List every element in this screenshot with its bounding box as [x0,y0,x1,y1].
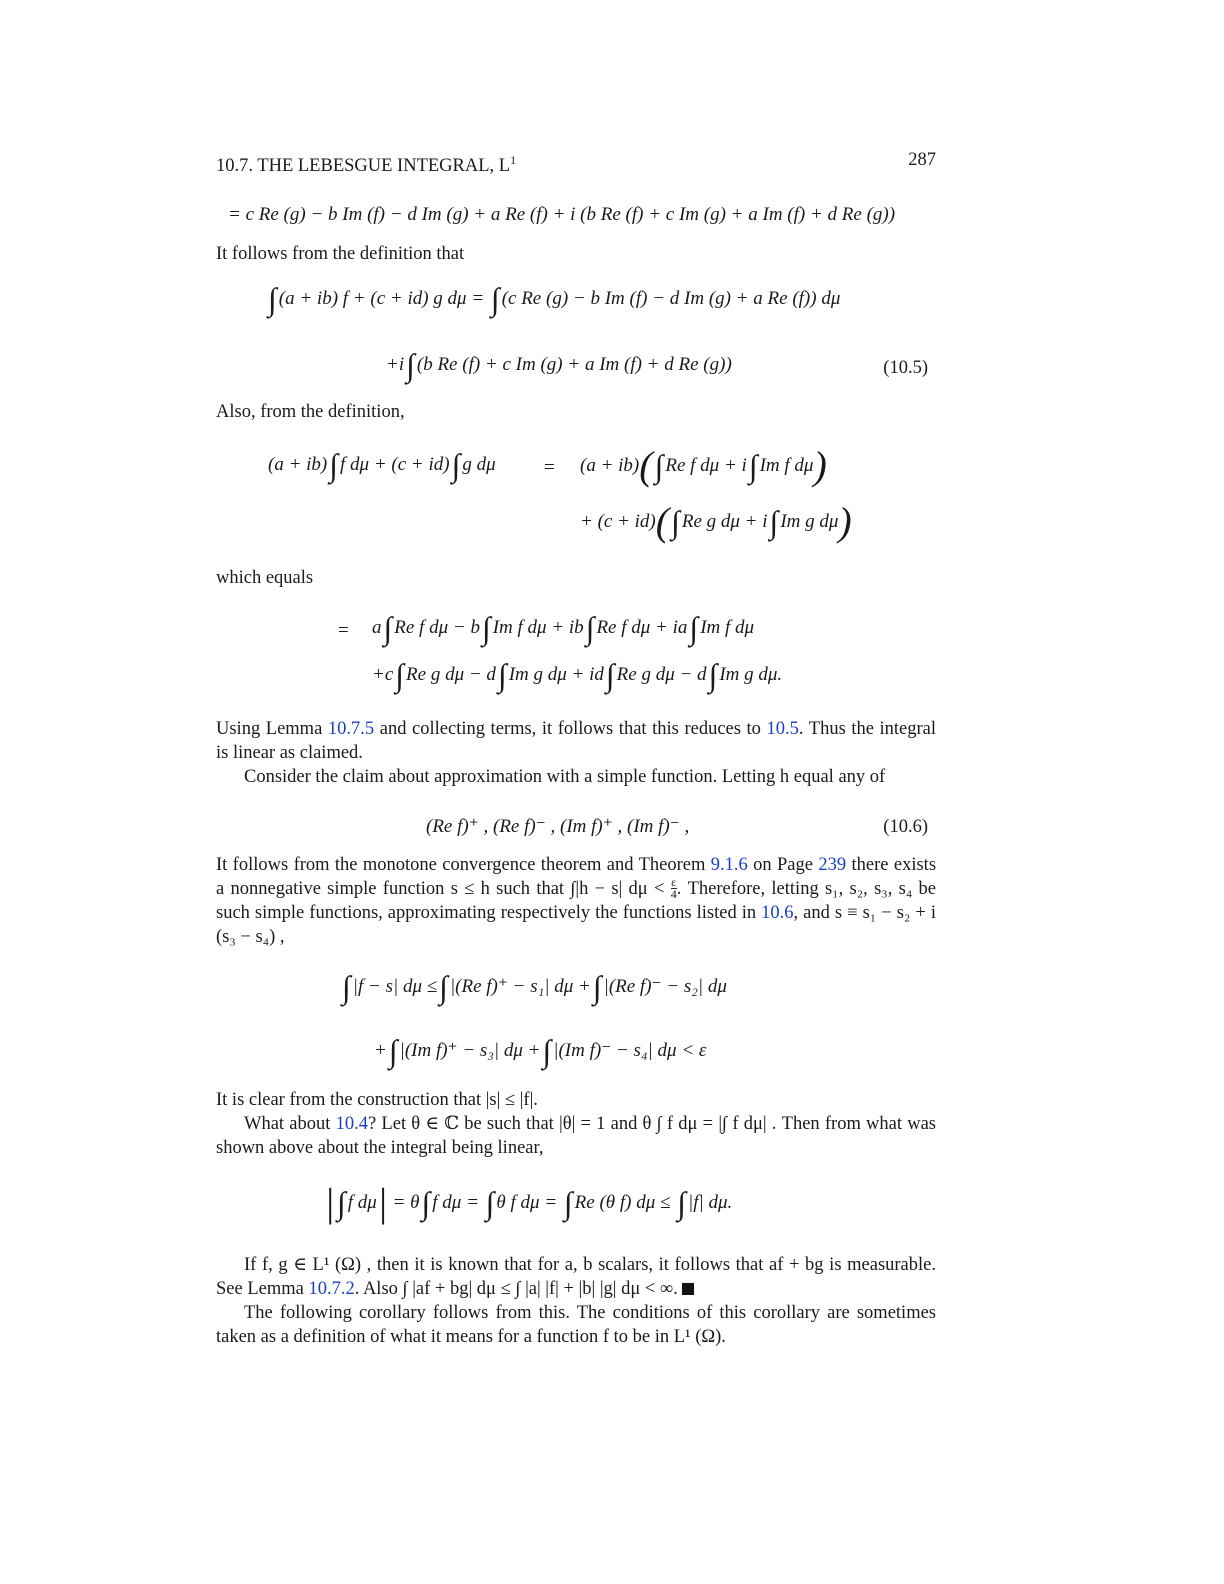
paragraph-9 [216,1253,936,1301]
eq4-r2-t1: Re g dμ − d [406,664,496,685]
frac-den: 4 [670,887,677,901]
equation-link-10-6[interactable]: 10.6 [761,903,794,923]
abs-bar-close: | [376,1180,388,1225]
paragraph-10: The following corollary follows from this. The conditions of this corollary are sometimes taken as a definition of what it means for a function f to be in L¹ (Ω). [216,1303,936,1347]
integral-sign: ∫ [542,1033,552,1069]
eq4-r1-t3: Re f dμ + ia [596,617,688,638]
eq2-body: (b Re (f) + c Im (g) + a Im (f) + d Re (g)) [416,354,732,375]
eq3-r1-a: (a + ib) [580,455,640,476]
integral-sign: ∫ [421,1185,431,1221]
integral-sign: ∫ [342,969,351,1005]
p4-text-c: . Thus the integral is linear as claimed. [216,719,937,763]
paren-close: ) [813,443,827,488]
integral-sign: ∫ [563,1185,573,1221]
integral-sign: ∫ [490,281,500,317]
abs-bar-open: | [324,1180,335,1225]
eq6-r2-t0: + [374,1040,387,1061]
integral-sign: ∫ [748,448,758,484]
p4-text-a: Using Lemma [216,719,323,739]
eq1-lhs: (a + ib) f + (c + id) g dμ = [278,288,485,309]
paragraph-5: Consider the claim about approximation with a simple function. Letting h equal any of [244,767,886,787]
frac-num: ε [671,875,677,889]
integral-sign: ∫ [481,610,491,646]
p8-text-b: ? Let θ ∈ ℂ be such that |θ| = 1 and θ ∫ f dμ = |∫ f dμ| . Then from what was shown above about the integral being linear, [216,1114,937,1158]
eq4-r2-t0: +c [372,664,394,685]
paragraph-4 [216,717,936,765]
eq3-lhs-c: g dμ [462,454,496,475]
eq2-lead: +i [386,354,405,375]
eq3-equals: = [544,457,555,478]
eq3-r2-b: Re g dμ + i [681,511,768,532]
eq3-r1-c: Im f dμ [759,455,814,476]
eq4-r2-t4: Im g dμ. [719,664,783,685]
integral-sign: ∫ [268,281,277,317]
p6-text-c: there exists a nonnegative simple function s ≤ h such that ∫|h − s| dμ < [216,855,937,899]
page-number: 287 [908,150,936,170]
section-title-sup: 1 [510,153,517,167]
eq4-r1-t2: Im f dμ + ib [492,617,584,638]
eq6-r2-t2: |(Im f)⁻ − s₄| dμ < ε [553,1040,707,1061]
equation-4-row-2 [372,659,782,691]
paren-open: ( [639,443,653,488]
eq4-r1-t0: a [372,617,382,638]
theorem-link-9-1-6[interactable]: 9.1.6 [710,855,748,875]
p4-text-b: and collecting terms, it follows that this reduces to [379,719,761,739]
lemma-link-10-7-5[interactable]: 10.7.5 [327,719,375,739]
qed-square-icon [682,1283,694,1295]
integral-sign: ∫ [383,610,393,646]
eq7-t3: θ f dμ = [496,1192,558,1213]
eq4-r1-t1: Re f dμ − b [394,617,480,638]
integral-sign: ∫ [592,969,602,1005]
p6-text-a: It follows from the monotone convergence theorem and Theorem [216,855,706,875]
eq6-r1-t2: |(Re f)⁻ − s₂| dμ [603,976,727,997]
equation-tag-10-6: (10.6) [883,817,928,837]
equation-3-lhs [268,449,496,481]
equation-10-6: (Re f)⁺ , (Re f)⁻ , (Im f)⁺ , (Im f)⁻ , [426,816,690,837]
integral-sign: ∫ [485,1185,495,1221]
equation-6-row-2 [374,1035,706,1067]
equation-3-rhs-2 [580,499,852,544]
p8-text-a: What about [244,1114,331,1134]
equation-link-10-5[interactable]: 10.5 [766,719,799,739]
integral-sign: ∫ [769,504,779,540]
paragraph-6 [216,853,936,949]
eq1-rhs: (c Re (g) − b Im (f) − d Im (g) + a Re (f)) dμ [501,288,841,309]
eq3-r2-a: + (c + id) [580,511,656,532]
eq6-r2-t1: |(Im f)⁺ − s₃| dμ + [399,1040,541,1061]
integral-sign: ∫ [605,657,615,693]
equation-10-5-line-1 [266,283,840,315]
integral-sign: ∫ [439,969,448,1005]
running-header [216,148,516,178]
equation-line-0: = c Re (g) − b Im (f) − d Im (g) + a Re (f) + i (b Re (f) + c Im (g) + a Im (f) + d Re (g)) [228,204,896,225]
eq7-t5: |f| dμ. [687,1192,733,1213]
paragraph-1: It follows from the definition that [216,244,465,264]
p6-text-e: , and s ≡ s₁ − s₂ + i (s₃ − s₄) , [216,903,936,947]
paren-close: ) [838,499,852,544]
eq3-lhs-b: f dμ + (c + id) [340,454,450,475]
paren-open: ( [655,499,670,544]
eq4-r2-t3: Re g dμ − d [616,664,707,685]
eq4-r2-t2: Im g dμ + id [508,664,604,685]
integral-sign: ∫ [677,1185,686,1221]
paragraph-7: It is clear from the construction that |s| ≤ |f|. [216,1090,538,1110]
eq4-equals: = [338,620,349,641]
integral-sign: ∫ [329,447,339,483]
lemma-link-10-7-2[interactable]: 10.7.2 [308,1279,355,1299]
eq6-r1-t1: |(Re f)⁺ − s₁| dμ + [449,976,591,997]
integral-sign: ∫ [689,610,699,646]
p9-text-b: . Also ∫ |af + bg| dμ ≤ ∫ |a| |f| + |b| |g| dμ < ∞. [354,1279,678,1299]
integral-sign: ∫ [395,657,405,693]
equation-link-10-4[interactable]: 10.4 [335,1114,368,1134]
eq7-t4: Re (θ f) dμ ≤ [574,1192,671,1213]
equation-3-rhs-1 [580,443,827,488]
equation-4-row-1 [372,612,754,644]
equation-10-5-line-2 [386,349,732,381]
eq7-t0: f dμ [347,1192,377,1213]
p6-text-d: . Therefore, letting s₁, s₂, s₃, s₄ be such simple functions, approximating respectively the functions listed in [216,879,937,923]
integral-sign: ∫ [585,610,595,646]
p6-text-b: on Page [753,855,813,875]
integral-sign: ∫ [406,347,415,383]
paragraph-8 [216,1112,936,1160]
p9-text-a: If f, g ∈ L¹ (Ω) , then it is known that for a, b scalars, it follows that af + bg is measurable. See Lemma [216,1255,936,1299]
integral-sign: ∫ [337,1185,346,1221]
eq7-t1: = θ [392,1192,420,1213]
section-title: 10.7. THE LEBESGUE INTEGRAL, L [216,156,511,177]
equation-tag-10-5: (10.5) [883,358,928,378]
integral-sign: ∫ [671,504,680,540]
integral-sign: ∫ [497,657,507,693]
eq3-r1-b: Re f dμ + i [665,455,747,476]
integral-sign: ∫ [451,447,461,483]
integral-sign: ∫ [654,448,664,484]
eq6-r1-t0: |f − s| dμ ≤ [352,976,438,997]
equation-7 [324,1180,733,1225]
eq4-r1-t4: Im f dμ [700,617,755,638]
eq3-lhs-a: (a + ib) [268,454,328,475]
page-link-239[interactable]: 239 [818,855,847,875]
integral-sign: ∫ [708,657,718,693]
paragraph-3: which equals [216,568,314,588]
paragraph-2: Also, from the definition, [216,402,405,422]
eq7-t2: f dμ = [432,1192,479,1213]
integral-sign: ∫ [388,1033,398,1069]
eq3-r2-c: Im g dμ [780,511,839,532]
equation-6-row-1 [340,971,727,1003]
